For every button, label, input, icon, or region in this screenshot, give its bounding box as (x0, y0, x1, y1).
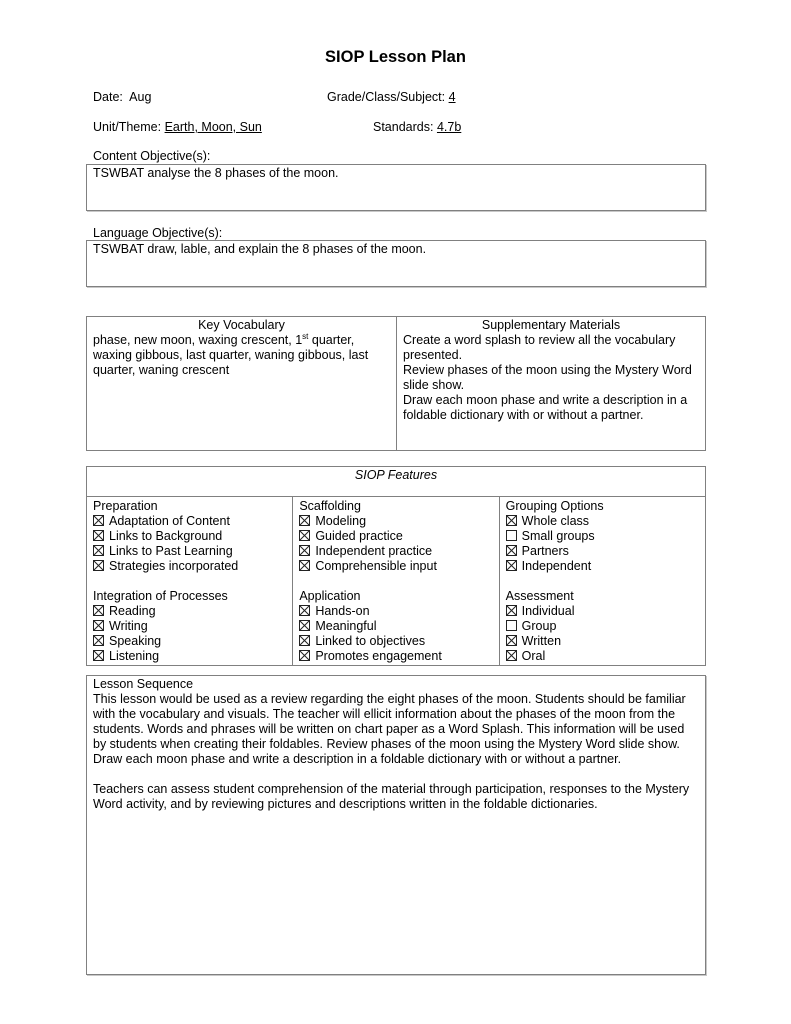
standards-value: 4.7b (436, 120, 462, 134)
content-objective-text: TSWBAT analyse the 8 phases of the moon. (93, 166, 339, 180)
feature-label: Listening (109, 649, 160, 663)
feature-checkbox-item[interactable] (93, 544, 286, 559)
feature-label: Strategies incorporated (109, 559, 239, 573)
lesson-sequence-heading: Lesson Sequence (93, 677, 194, 691)
feature-label: Links to Past Learning (109, 544, 233, 558)
feature-checkbox-item[interactable] (506, 529, 699, 544)
language-objective-label: Language Objective(s): (93, 226, 223, 240)
language-objective-text: TSWBAT draw, lable, and explain the 8 phases of the moon. (93, 242, 427, 256)
checked-box-icon[interactable] (506, 560, 517, 571)
checked-box-icon[interactable] (93, 545, 104, 556)
checked-box-icon[interactable] (93, 605, 104, 616)
grade-field (327, 90, 456, 104)
feature-label: Individual (521, 604, 575, 618)
feature-checkbox-item[interactable] (93, 529, 286, 544)
content-objective-label: Content Objective(s): (93, 149, 211, 163)
grade-value: 4 (448, 90, 456, 104)
checked-box-icon[interactable] (299, 650, 310, 661)
supplementary-materials-heading: Supplementary Materials (481, 318, 621, 332)
content-objective-box (86, 164, 706, 211)
feature-checkbox-item[interactable] (93, 514, 286, 529)
supplementary-line: Draw each moon phase and write a description in a foldable dictionary with or without a partner. (403, 393, 688, 422)
checked-box-icon[interactable] (93, 620, 104, 631)
page-title: SIOP Lesson Plan (325, 48, 466, 66)
vocab-superscript: st (302, 331, 309, 341)
unit-value: Earth, Moon, Sun (164, 120, 262, 134)
vocabulary-materials-table (86, 316, 706, 451)
feature-checkbox-item[interactable] (93, 649, 286, 664)
feature-checkbox-item[interactable] (506, 604, 699, 619)
supplementary-line: Create a word splash to review all the vocabulary presented. (403, 333, 676, 362)
checked-box-icon[interactable] (299, 635, 310, 646)
checked-box-icon[interactable] (299, 560, 310, 571)
unit-label: Unit/Theme: (93, 120, 162, 134)
siop-column-1 (87, 497, 293, 666)
feature-label: Writing (109, 619, 148, 633)
feature-label: Guided practice (315, 529, 403, 543)
grade-label: Grade/Class/Subject: (327, 90, 446, 104)
feature-label: Promotes engagement (315, 649, 442, 663)
feature-label: Linked to objectives (315, 634, 426, 648)
siop-features-table (86, 466, 706, 666)
key-vocabulary-cell (87, 317, 397, 451)
feature-checkbox-item[interactable] (93, 619, 286, 634)
unchecked-box-icon[interactable] (506, 620, 517, 631)
feature-checkbox-item[interactable] (506, 544, 699, 559)
feature-checkbox-item[interactable] (506, 634, 699, 649)
checked-box-icon[interactable] (93, 515, 104, 526)
language-objective-box (86, 240, 706, 287)
checked-box-icon[interactable] (93, 560, 104, 571)
feature-label: Modeling (315, 514, 367, 528)
feature-group-title: Grouping Options (505, 499, 604, 513)
key-vocabulary-heading: Key Vocabulary (198, 318, 285, 332)
feature-label: Links to Background (109, 529, 223, 543)
feature-group-scaffolding (299, 499, 492, 574)
checked-box-icon[interactable] (93, 650, 104, 661)
feature-group-integration-of-processes (93, 589, 286, 664)
feature-label: Independent practice (315, 544, 433, 558)
feature-group-title: Application (299, 589, 361, 603)
standards-label: Standards: (373, 120, 434, 134)
feature-group-title: Assessment (505, 589, 574, 603)
vocab-text-part2: quarter, waxing gibbous, last quarter, waning gibbous, last quarter, waning crescent (93, 333, 369, 377)
feature-checkbox-item[interactable] (93, 634, 286, 649)
feature-checkbox-item[interactable] (506, 619, 699, 634)
checked-box-icon[interactable] (299, 545, 310, 556)
checked-box-icon[interactable] (506, 515, 517, 526)
feature-label: Oral (521, 649, 546, 663)
siop-column-3 (499, 497, 705, 666)
checked-box-icon[interactable] (506, 635, 517, 646)
feature-checkbox-item[interactable] (93, 559, 286, 574)
feature-label: Speaking (109, 634, 162, 648)
unit-field (93, 120, 262, 134)
feature-label: Adaptation of Content (109, 514, 230, 528)
date-label: Date: (93, 90, 123, 104)
supplementary-line: Review phases of the moon using the Mystery Word slide show. (403, 363, 692, 392)
supplementary-materials-cell (397, 317, 706, 451)
feature-group-title: Integration of Processes (93, 589, 228, 603)
feature-label: Written (521, 634, 562, 648)
feature-group-title: Preparation (93, 499, 158, 513)
feature-label: Whole class (521, 514, 590, 528)
feature-checkbox-item[interactable] (299, 634, 492, 649)
vocab-text-part1: phase, new moon, waxing crescent, 1 (93, 333, 303, 347)
lesson-sequence-paragraph: Teachers can assess student comprehension of the material through participation, responses to the Mystery Word activity, and by reviewing pictures and descriptions written in the foldable dictionaries. (93, 782, 690, 811)
key-vocabulary-text (93, 333, 390, 378)
checked-box-icon[interactable] (299, 515, 310, 526)
feature-checkbox-item[interactable] (93, 604, 286, 619)
feature-checkbox-item[interactable] (506, 514, 699, 529)
feature-label: Independent (521, 559, 592, 573)
feature-checkbox-item[interactable] (299, 649, 492, 664)
siop-features-heading: SIOP Features (87, 467, 706, 497)
feature-checkbox-item[interactable] (299, 559, 492, 574)
feature-label: Meaningful (315, 619, 377, 633)
feature-checkbox-item[interactable] (299, 544, 492, 559)
checked-box-icon[interactable] (506, 605, 517, 616)
standards-field (373, 120, 461, 134)
checked-box-icon[interactable] (93, 530, 104, 541)
feature-group-application (299, 589, 492, 664)
lesson-sequence-paragraph: This lesson would be used as a review regarding the eight phases of the moon. Students should be familiar with the vocabulary and visuals. The teacher will ellicit information about the phases of the moon from the students. Words and phrases will be written on chart paper as a Word Splash. This information will be used by students when creating their foldables. Review phases of the moon using the Mystery Word slide show. Draw each moon phase and write a description in a foldable dictionary with or without a partner. (93, 692, 686, 766)
feature-group-grouping-options (506, 499, 699, 574)
feature-checkbox-item[interactable] (299, 619, 492, 634)
checked-box-icon[interactable] (299, 530, 310, 541)
feature-checkbox-item[interactable] (299, 529, 492, 544)
feature-label: Reading (109, 604, 156, 618)
feature-checkbox-item[interactable] (506, 559, 699, 574)
lesson-sequence-box (86, 675, 706, 975)
siop-column-2 (293, 497, 499, 666)
feature-checkbox-item[interactable] (299, 514, 492, 529)
feature-label: Group (521, 619, 557, 633)
feature-group-preparation (93, 499, 286, 574)
unchecked-box-icon[interactable] (506, 530, 517, 541)
feature-group-title: Scaffolding (299, 499, 361, 513)
feature-label: Small groups (521, 529, 595, 543)
checked-box-icon[interactable] (506, 545, 517, 556)
feature-label: Hands-on (315, 604, 370, 618)
checked-box-icon[interactable] (299, 605, 310, 616)
date-field (93, 90, 151, 104)
feature-label: Partners (521, 544, 569, 558)
feature-checkbox-item[interactable] (299, 604, 492, 619)
checked-box-icon[interactable] (93, 635, 104, 646)
feature-label: Comprehensible input (315, 559, 437, 573)
checked-box-icon[interactable] (299, 620, 310, 631)
checked-box-icon[interactable] (506, 650, 517, 661)
date-value: Aug (129, 90, 152, 104)
feature-checkbox-item[interactable] (506, 649, 699, 664)
feature-group-assessment (506, 589, 699, 664)
